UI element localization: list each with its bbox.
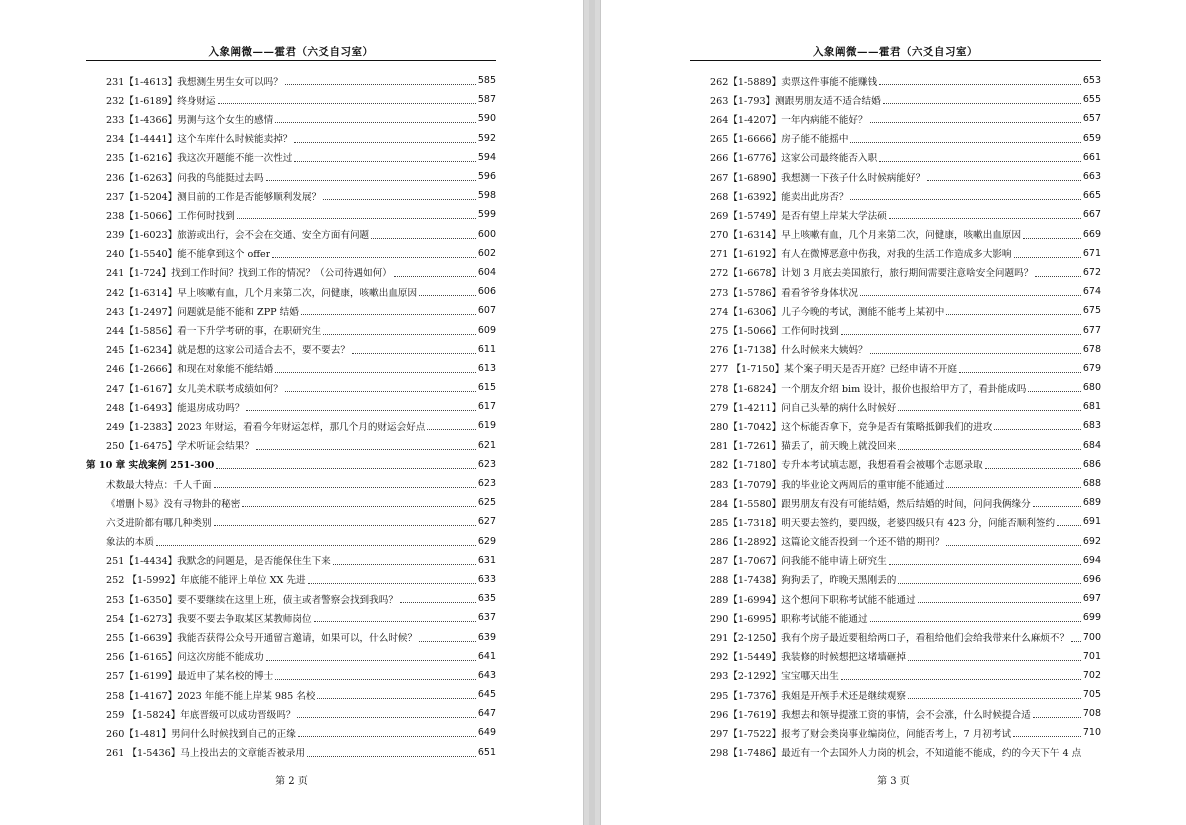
toc-entry-title: 241【1-724】找到工作时间？找到工作的情况？（公司待遇如何） xyxy=(106,268,392,280)
page-footer: 第 3 页 xyxy=(877,776,910,787)
toc-leader-dots xyxy=(246,409,475,411)
toc-leader-dots xyxy=(214,486,476,488)
toc-entry[interactable] xyxy=(86,378,496,397)
toc-entry[interactable] xyxy=(86,436,496,455)
toc-entry[interactable] xyxy=(690,186,1101,205)
toc-leader-dots xyxy=(371,237,476,239)
toc-entry-title: 271【1-6192】有人在微博恶意中伤我，对我的生活工作造成多大影响 xyxy=(710,249,1012,261)
toc-leader-dots xyxy=(297,716,475,718)
toc-entry[interactable] xyxy=(690,225,1101,244)
toc-leader-dots xyxy=(1057,524,1081,526)
toc-leader-dots xyxy=(256,448,476,450)
toc-entry-title: 292【1-5449】我装修的时候想把这堵墙砸掉 xyxy=(710,652,906,664)
toc-entry-title: 280【1-7042】这个标能否拿下，竞争是否有策略抵御我们的进攻 xyxy=(710,421,993,433)
toc-entry-title: 240【1-5540】能不能拿到这个 offer xyxy=(106,249,271,261)
toc-entry[interactable] xyxy=(690,244,1101,263)
toc-entry-title: 293【2-1292】宝宝哪天出生 xyxy=(710,671,839,683)
toc-entry-page-number: 604 xyxy=(477,266,496,278)
toc-entry[interactable] xyxy=(86,167,496,186)
toc-entry-title: 289【1-6994】这个想问下职称考试能不能通过 xyxy=(710,594,916,606)
toc-entry[interactable] xyxy=(690,205,1101,224)
table-of-contents xyxy=(86,71,496,762)
toc-entry-page-number: 655 xyxy=(1082,94,1101,106)
toc-entry-page-number: 602 xyxy=(477,247,496,259)
toc-entry-title: 285【1-7318】明天要去签约，要四级，老婆四级只有 423 分，问能否顺利签约 xyxy=(710,517,1056,529)
toc-entry-page-number: 606 xyxy=(477,286,496,298)
toc-entry-title: 256【1-6165】问这次房能不能成功 xyxy=(106,652,264,664)
toc-entry-title: 249【1-2383】2023 年财运，看看今年财运怎样，那几个月的财运会好点 xyxy=(106,421,426,433)
toc-entry[interactable] xyxy=(690,551,1101,570)
toc-leader-dots xyxy=(850,198,1080,200)
header-rule xyxy=(690,60,1101,61)
toc-entry-page-number: 663 xyxy=(1082,171,1101,183)
toc-entry-title: 279【1-4211】问自己头晕的病什么时候好 xyxy=(710,402,897,414)
toc-entry[interactable] xyxy=(690,647,1101,666)
toc-entry[interactable] xyxy=(86,301,496,320)
toc-entry-page-number: 691 xyxy=(1082,516,1101,528)
toc-entry[interactable] xyxy=(690,743,1101,762)
toc-entry-page-number: 623 xyxy=(477,478,496,490)
toc-entry[interactable] xyxy=(690,359,1101,378)
toc-entry[interactable] xyxy=(690,570,1101,589)
toc-leader-dots xyxy=(285,390,476,392)
toc-leader-dots xyxy=(400,601,476,603)
document-page-left xyxy=(0,0,583,825)
toc-entry-page-number: 702 xyxy=(1082,669,1101,681)
toc-entry[interactable] xyxy=(690,109,1101,128)
toc-leader-dots xyxy=(216,467,476,469)
toc-entry-page-number: 627 xyxy=(477,516,496,528)
toc-leader-dots xyxy=(850,141,1080,143)
page-footer: 第 2 页 xyxy=(275,776,308,787)
toc-entry-title: 297【1-7522】报考了财会类岗事业编岗位，问能否考上，7 月初考试 xyxy=(710,728,1012,740)
page-gutter[interactable] xyxy=(583,0,601,825)
toc-entry-page-number: 671 xyxy=(1082,247,1101,259)
toc-entry-page-number: 683 xyxy=(1082,420,1101,432)
toc-entry-title: 248【1-6493】能退房成功吗？ xyxy=(106,402,245,414)
toc-entry-title: 260【1-481】男问什么时候找到自己的正缘 xyxy=(106,728,296,740)
toc-entry[interactable] xyxy=(86,551,496,570)
toc-entry-title: 274【1-6306】儿子今晚的考试，测能不能考上某初中 xyxy=(710,306,945,318)
toc-entry[interactable] xyxy=(86,493,496,512)
toc-entry-title: 259 【1-5824】年底晋级可以成功晋级吗？ xyxy=(106,709,296,721)
toc-leader-dots xyxy=(294,141,475,143)
toc-entry-title: 233【1-4366】男测与这个女生的感情 xyxy=(106,114,274,126)
toc-entry-page-number: 661 xyxy=(1082,151,1101,163)
toc-entry-page-number: 600 xyxy=(477,228,496,240)
toc-entry-page-number: 672 xyxy=(1082,266,1101,278)
toc-entry-page-number: 705 xyxy=(1082,689,1101,701)
toc-entry-page-number: 677 xyxy=(1082,324,1101,336)
toc-leader-dots xyxy=(156,544,476,546)
toc-leader-dots xyxy=(419,294,476,296)
toc-entry-title: 291【2-1250】我有个房子最近要租给两口子，看租给他们会给我带来什么麻烦不？ xyxy=(710,633,1070,645)
toc-entry[interactable] xyxy=(690,493,1101,512)
toc-leader-dots xyxy=(419,640,476,642)
toc-entry[interactable] xyxy=(690,71,1101,90)
toc-leader-dots xyxy=(394,275,476,277)
toc-entry[interactable] xyxy=(86,512,496,531)
toc-entry[interactable] xyxy=(86,532,496,551)
toc-entry-title: 265【1-6666】房子能不能摇中 xyxy=(710,134,849,146)
toc-entry[interactable] xyxy=(86,109,496,128)
toc-entry-title: 象法的本质 xyxy=(106,537,154,549)
toc-entry-page-number: 710 xyxy=(1082,727,1101,739)
toc-entry-page-number: 590 xyxy=(477,113,496,125)
toc-entry[interactable] xyxy=(690,436,1101,455)
toc-entry-title: 242【1-6314】早上咳嗽有血，几个月来第二次，问健康，咳嗽出血原因 xyxy=(106,287,418,299)
toc-entry-page-number: 651 xyxy=(477,746,496,758)
toc-entry-title: 273【1-5786】看看爷爷身体状况 xyxy=(710,287,859,299)
toc-entry[interactable] xyxy=(690,397,1101,416)
toc-entry-title: 251【1-4434】我默念的问题是，是否能保住生下来 xyxy=(106,556,331,568)
toc-entry-page-number: 623 xyxy=(477,458,496,470)
toc-entry-title: 266【1-6776】这家公司最终能否入职 xyxy=(710,153,878,165)
toc-entry-title: 261 【1-5436】马上投出去的文章能否被录用 xyxy=(106,748,306,760)
toc-entry-title: 298【1-7486】最近有一个去国外人力岗的机会，不知道能不能成，约的今天下午 4 点 xyxy=(710,748,1082,760)
toc-chapter-entry[interactable] xyxy=(86,455,496,474)
toc-entry-title: 281【1-7261】猫丢了，前天晚上就没回来 xyxy=(710,441,897,453)
toc-entry-page-number: 625 xyxy=(477,497,496,509)
toc-entry-page-number: 700 xyxy=(1082,631,1101,643)
toc-entry-title: 263【1-793】测跟男朋友适不适合结婚 xyxy=(710,95,881,107)
toc-leader-dots xyxy=(272,256,476,258)
toc-entry-title: 275【1-5066】工作何时找到 xyxy=(710,326,839,338)
toc-entry[interactable] xyxy=(86,704,496,723)
toc-entry-page-number: 688 xyxy=(1082,478,1101,490)
toc-leader-dots xyxy=(908,697,1081,699)
toc-entry-page-number: 689 xyxy=(1082,497,1101,509)
toc-leader-dots xyxy=(237,217,476,219)
toc-entry[interactable] xyxy=(690,455,1101,474)
toc-entry[interactable] xyxy=(86,570,496,589)
toc-entry-page-number: 665 xyxy=(1082,190,1101,202)
toc-entry-title: 术数最大特点：千人千面 xyxy=(106,479,212,491)
toc-entry-title: 236【1-6263】问我的鸟能挺过去吗 xyxy=(106,172,264,184)
toc-leader-dots xyxy=(1035,275,1081,277)
toc-entry-title: 231【1-4613】我想测生男生女可以吗？ xyxy=(106,76,283,88)
toc-entry-title: 254【1-6273】我要不要去争取某区某教师岗位 xyxy=(106,613,312,625)
toc-entry-page-number: 629 xyxy=(477,535,496,547)
toc-leader-dots xyxy=(352,352,476,354)
toc-entry-page-number: 694 xyxy=(1082,554,1101,566)
toc-leader-dots xyxy=(889,217,1081,219)
toc-entry[interactable] xyxy=(86,397,496,416)
toc-leader-dots xyxy=(841,333,1081,335)
toc-entry[interactable] xyxy=(86,723,496,742)
toc-entry-title: 278【1-6824】一个朋友介绍 bim 设计，报价也报给甲方了，看卦能成吗 xyxy=(710,383,1027,395)
toc-leader-dots xyxy=(1028,390,1081,392)
toc-entry-title: 244【1-5856】看一下升学考研的事，在职研究生 xyxy=(106,326,322,338)
toc-entry-title: 六爻进阶都有哪几种类别 xyxy=(106,517,212,529)
toc-leader-dots xyxy=(427,428,475,430)
toc-leader-dots xyxy=(308,582,476,584)
toc-entry-page-number: 607 xyxy=(477,305,496,317)
toc-entry[interactable] xyxy=(690,512,1101,531)
toc-entry[interactable] xyxy=(690,723,1101,742)
toc-entry-page-number: 684 xyxy=(1082,439,1101,451)
toc-entry-page-number: 585 xyxy=(477,75,496,87)
toc-leader-dots xyxy=(883,102,1081,104)
toc-entry-page-number: 611 xyxy=(477,343,496,355)
toc-entry[interactable] xyxy=(690,301,1101,320)
toc-entry-page-number: 631 xyxy=(477,554,496,566)
toc-entry[interactable] xyxy=(86,647,496,666)
toc-entry-page-number: 639 xyxy=(477,631,496,643)
toc-entry-page-number: 678 xyxy=(1082,343,1101,355)
toc-entry-page-number: 674 xyxy=(1082,286,1101,298)
toc-entry[interactable] xyxy=(690,627,1101,646)
toc-leader-dots xyxy=(1013,735,1081,737)
toc-entry-title: 282【1-7180】专升本考试填志愿，我想看看会被哪个志愿录取 xyxy=(710,460,983,472)
toc-leader-dots xyxy=(266,179,476,181)
toc-entry-page-number: 696 xyxy=(1082,573,1101,585)
toc-entry-page-number: 637 xyxy=(477,612,496,624)
toc-leader-dots xyxy=(298,735,476,737)
toc-entry[interactable] xyxy=(86,71,496,90)
toc-leader-dots xyxy=(870,620,1081,622)
toc-entry-title: 277 【1-7150】某个案子明天是否开庭？已经申请不开庭 xyxy=(710,364,957,376)
toc-entry-page-number: 615 xyxy=(477,382,496,394)
toc-entry-title: 253【1-6350】要不要继续在这里上班，债主或者警察会找到我吗？ xyxy=(106,594,398,606)
toc-entry-title: 269【1-5749】是否有望上岸某大学法硕 xyxy=(710,210,887,222)
toc-leader-dots xyxy=(275,371,476,373)
toc-leader-dots xyxy=(333,563,476,565)
toc-leader-dots xyxy=(307,755,476,757)
toc-leader-dots xyxy=(870,121,1081,123)
toc-leader-dots xyxy=(317,697,475,699)
toc-leader-dots xyxy=(879,83,1081,85)
toc-entry[interactable] xyxy=(690,589,1101,608)
toc-entry-page-number: 667 xyxy=(1082,209,1101,221)
toc-entry[interactable] xyxy=(690,90,1101,109)
toc-entry[interactable] xyxy=(86,244,496,263)
toc-entry[interactable] xyxy=(86,474,496,493)
toc-entry[interactable] xyxy=(690,320,1101,339)
toc-entry-page-number: 657 xyxy=(1082,113,1101,125)
toc-entry[interactable] xyxy=(86,340,496,359)
toc-entry[interactable] xyxy=(690,282,1101,301)
toc-entry[interactable] xyxy=(86,148,496,167)
toc-leader-dots xyxy=(879,160,1081,162)
toc-entry[interactable] xyxy=(690,608,1101,627)
toc-entry-page-number: 596 xyxy=(477,171,496,183)
toc-leader-dots xyxy=(927,179,1081,181)
toc-entry[interactable] xyxy=(690,263,1101,282)
toc-entry-page-number: 643 xyxy=(477,669,496,681)
toc-entry[interactable] xyxy=(86,263,496,282)
toc-leader-dots xyxy=(294,160,475,162)
toc-entry-page-number: 649 xyxy=(477,727,496,739)
toc-leader-dots xyxy=(985,467,1081,469)
toc-entry-page-number: 699 xyxy=(1082,612,1101,624)
toc-entry-page-number: 680 xyxy=(1082,382,1101,394)
toc-leader-dots xyxy=(314,620,476,622)
toc-entry-title: 290【1-6995】职称考试能不能通过 xyxy=(710,613,868,625)
toc-leader-dots xyxy=(860,294,1081,296)
toc-entry-title: 257【1-6199】最近申了某名校的博士 xyxy=(106,671,274,683)
toc-leader-dots xyxy=(918,601,1081,603)
toc-entry-page-number: 681 xyxy=(1082,401,1101,413)
toc-leader-dots xyxy=(323,198,476,200)
toc-entry-page-number: 669 xyxy=(1082,228,1101,240)
toc-entry[interactable] xyxy=(690,148,1101,167)
toc-entry-page-number: 641 xyxy=(477,650,496,662)
toc-entry-title: 239【1-6023】旅游或出行，会不会在交通、安全方面有问题 xyxy=(106,230,370,242)
toc-leader-dots xyxy=(275,121,476,123)
toc-entry-page-number: 592 xyxy=(477,132,496,144)
toc-entry[interactable] xyxy=(690,340,1101,359)
toc-entry-title: 246【1-2666】和现在对象能不能结婚 xyxy=(106,364,274,376)
toc-entry[interactable] xyxy=(86,225,496,244)
toc-entry-title: 252 【1-5992】年底能不能评上单位 XX 先进 xyxy=(106,575,306,587)
toc-entry[interactable] xyxy=(86,186,496,205)
toc-entry-title: 《增删卜易》没有寻物卦的秘密 xyxy=(106,498,241,510)
toc-leader-dots xyxy=(214,524,476,526)
toc-entry-page-number: 686 xyxy=(1082,458,1101,470)
toc-entry[interactable] xyxy=(690,167,1101,186)
toc-entry-page-number: 619 xyxy=(477,420,496,432)
toc-entry-title: 268【1-6392】能卖出此房否？ xyxy=(710,191,849,203)
toc-leader-dots xyxy=(323,333,476,335)
toc-entry-title: 283【1-7079】我的毕业论文两周后的重审能不能通过 xyxy=(710,479,945,491)
toc-entry[interactable] xyxy=(86,90,496,109)
toc-entry[interactable] xyxy=(86,743,496,762)
toc-entry-page-number: 645 xyxy=(477,689,496,701)
toc-entry-title: 287【1-7067】问我能不能申请上研究生 xyxy=(710,556,887,568)
toc-leader-dots xyxy=(946,544,1081,546)
toc-entry-title: 286【1-2892】这篇论文能否投到一个还不错的期刊？ xyxy=(710,537,945,549)
toc-entry-page-number: 617 xyxy=(477,401,496,413)
toc-leader-dots xyxy=(275,678,476,680)
toc-entry[interactable] xyxy=(86,416,496,435)
toc-entry[interactable] xyxy=(690,378,1101,397)
toc-entry[interactable] xyxy=(690,685,1101,704)
toc-entry-title: 264【1-4207】一年内病能不能好？ xyxy=(710,114,868,126)
toc-entry-title: 258【1-4167】2023 年能不能上岸某 985 名校 xyxy=(106,690,316,702)
toc-leader-dots xyxy=(898,582,1080,584)
toc-entry-title: 250【1-6475】学术听证会结果？ xyxy=(106,441,255,453)
toc-entry-title: 295【1-7376】我姐是开颅手术还是继续观察 xyxy=(710,690,906,702)
toc-entry[interactable] xyxy=(690,532,1101,551)
toc-entry-title: 272【1-6678】计划 3 月底去美国旅行，旅行期间需要注意啥安全问题吗？ xyxy=(710,268,1034,280)
page-header: 入象阐微——霍君（六爻自习室） xyxy=(813,46,978,58)
document-page-right xyxy=(601,0,1186,825)
toc-entry-page-number: 659 xyxy=(1082,132,1101,144)
toc-entry-page-number: 701 xyxy=(1082,650,1101,662)
toc-entry-page-number: 697 xyxy=(1082,593,1101,605)
toc-entry-page-number: 635 xyxy=(477,593,496,605)
toc-entry-title: 247【1-6167】女儿美术联考成绩如何？ xyxy=(106,383,283,395)
toc-leader-dots xyxy=(1033,505,1081,507)
toc-entry-title: 243【1-2497】问题就是能不能和 ZPP 结婚 xyxy=(106,306,299,318)
toc-entry-page-number: 599 xyxy=(477,209,496,221)
toc-leader-dots xyxy=(898,448,1080,450)
toc-entry[interactable] xyxy=(86,282,496,301)
toc-leader-dots xyxy=(218,102,476,104)
toc-leader-dots xyxy=(870,352,1081,354)
toc-leader-dots xyxy=(285,83,476,85)
toc-leader-dots xyxy=(1071,640,1081,642)
toc-entry-title: 267【1-6890】我想测一下孩子什么时候病能好？ xyxy=(710,172,926,184)
toc-entry-title: 245【1-6234】就是想的这家公司适合去不，要不要去？ xyxy=(106,345,350,357)
toc-entry[interactable] xyxy=(86,359,496,378)
scrollbar-track[interactable] xyxy=(589,0,595,825)
toc-entry-title: 255【1-6639】我能否获得公众号开通留言邀请，如果可以，什么时候？ xyxy=(106,633,418,645)
toc-entry-title: 234【1-4441】这个车库什么时候能卖掉？ xyxy=(106,134,293,146)
toc-entry[interactable] xyxy=(690,416,1101,435)
table-of-contents xyxy=(690,71,1101,762)
toc-leader-dots xyxy=(959,371,1081,373)
toc-entry-title: 262【1-5889】卖票这件事能不能赚钱 xyxy=(710,76,878,88)
toc-entry[interactable] xyxy=(690,666,1101,685)
toc-leader-dots xyxy=(266,659,476,661)
toc-entry-title: 第 10 章 实战案例 251-300 xyxy=(86,460,215,472)
toc-leader-dots xyxy=(301,313,476,315)
toc-entry-page-number: 587 xyxy=(477,94,496,106)
toc-entry[interactable] xyxy=(690,474,1101,493)
toc-entry-title: 276【1-7138】什么时候来大姨妈？ xyxy=(710,345,868,357)
header-rule xyxy=(86,60,496,61)
toc-entry-page-number: 609 xyxy=(477,324,496,336)
toc-entry-page-number: 692 xyxy=(1082,535,1101,547)
toc-entry-title: 270【1-6314】早上咳嗽有血，几个月来第二次，问健康，咳嗽出血原因 xyxy=(710,230,1022,242)
toc-entry-title: 232【1-6189】终身财运 xyxy=(106,95,216,107)
toc-entry[interactable] xyxy=(86,129,496,148)
toc-entry-page-number: 594 xyxy=(477,151,496,163)
toc-leader-dots xyxy=(1014,256,1081,258)
toc-leader-dots xyxy=(889,563,1081,565)
toc-entry-page-number: 598 xyxy=(477,190,496,202)
toc-entry-page-number: 633 xyxy=(477,573,496,585)
toc-entry-title: 288【1-7438】狗狗丢了，昨晚天黑刚丢的 xyxy=(710,575,897,587)
toc-leader-dots xyxy=(946,313,1081,315)
toc-entry-page-number: 621 xyxy=(477,439,496,451)
toc-entry-page-number: 613 xyxy=(477,362,496,374)
toc-entry-page-number: 708 xyxy=(1082,708,1101,720)
toc-leader-dots xyxy=(1023,237,1081,239)
toc-entry-page-number: 653 xyxy=(1082,75,1101,87)
toc-leader-dots xyxy=(994,428,1081,430)
toc-entry[interactable] xyxy=(86,627,496,646)
toc-entry-title: 238【1-5066】工作何时找到 xyxy=(106,210,235,222)
page-header: 入象阐微——霍君（六爻自习室） xyxy=(208,46,374,58)
toc-entry[interactable] xyxy=(86,589,496,608)
toc-entry[interactable] xyxy=(86,608,496,627)
toc-leader-dots xyxy=(1033,716,1081,718)
toc-entry-title: 284【1-5580】跟男朋友有没有可能结婚，然后结婚的时间，问问我俩缘分 xyxy=(710,498,1031,510)
toc-entry-page-number: 675 xyxy=(1082,305,1101,317)
toc-leader-dots xyxy=(898,409,1080,411)
toc-leader-dots xyxy=(242,505,476,507)
toc-leader-dots xyxy=(908,659,1081,661)
toc-entry[interactable] xyxy=(690,704,1101,723)
toc-entry[interactable] xyxy=(86,320,496,339)
toc-entry-title: 235【1-6216】我这次开题能不能一次性过 xyxy=(106,153,293,165)
toc-entry-page-number: 679 xyxy=(1082,362,1101,374)
toc-entry[interactable] xyxy=(86,666,496,685)
toc-entry-title: 237【1-5204】测目前的工作是否能够顺利发展？ xyxy=(106,191,322,203)
toc-entry[interactable] xyxy=(86,685,496,704)
toc-entry-page-number: 647 xyxy=(477,708,496,720)
toc-entry[interactable] xyxy=(690,129,1101,148)
toc-leader-dots xyxy=(946,486,1081,488)
toc-leader-dots xyxy=(841,678,1081,680)
toc-entry[interactable] xyxy=(86,205,496,224)
toc-entry-title: 296【1-7619】我想去和领导提涨工资的事情，会不会涨，什么时候提合适 xyxy=(710,709,1031,721)
